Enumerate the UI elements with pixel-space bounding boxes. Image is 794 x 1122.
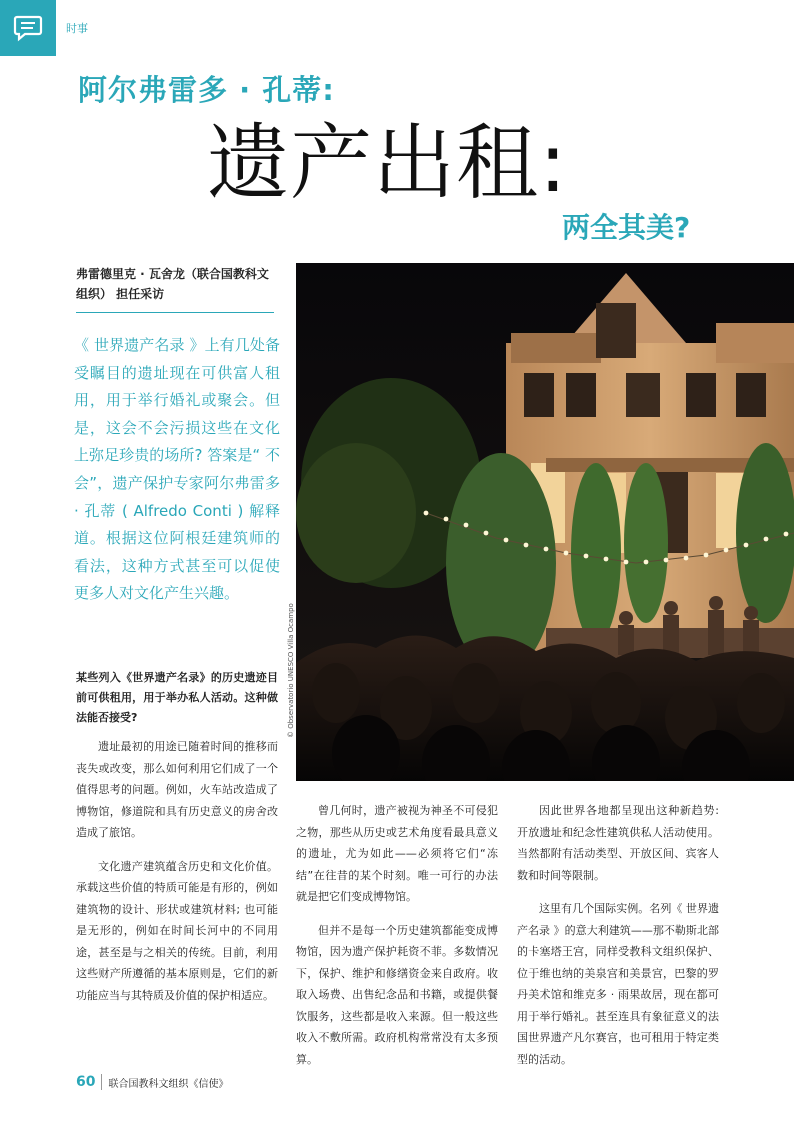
body-column-1 — [76, 668, 278, 1018]
speech-bubble-icon — [13, 14, 43, 42]
lead-paragraph: 《 世界遗产名录 》上有几处备受瞩目的遗址现在可供富人租用，用于举行婚礼或聚会。但是，这会不会污损这些在文化上弥足珍贵的场所? 答案是“ 不会”，遗产保护专家阿尔弗雷多 · 孔蒂 ( Alfredo Conti ) 解释道。根据这位阿根廷建筑师的看法，这种方式甚至可以促使更多人对文化产生兴趣。 — [74, 336, 280, 603]
body-column-2 — [296, 800, 498, 1082]
page-footer — [76, 1074, 228, 1090]
section-label: 时事 — [66, 22, 88, 35]
paragraph: 文化遗产建筑蕴含历史和文化价值。承载这些价值的特质可能是有形的，例如建筑物的设计、形状或建筑材料; 也可能是无形的，例如在时间长河中的不同用途，甚至是与之相关的传统。目前，利用这些财产所遵循的基本原则是，它们的新功能应当与其特质及价值的保护相适应。 — [76, 859, 278, 1002]
photo-credit: © Observatorio UNESCO Villa Ocampo — [287, 603, 295, 738]
paragraph: 曾几何时，遗产被视为神圣不可侵犯之物，那些从历史或艺术角度看最具意义的遗址，尤为如此——必须将它们“冻结”在往昔的某个时刻。唯一可行的办法就是把它们变成博物馆。 — [296, 804, 498, 903]
page-number: 60 — [76, 1074, 96, 1090]
article-photo — [296, 263, 794, 781]
publication-name: 联合国教科文组织《信使》 — [108, 1078, 229, 1090]
body-column-3 — [517, 800, 719, 1082]
section-tag — [0, 0, 56, 56]
paragraph: 这里有几个国际实例。名列《 世界遗产名录 》的意大利建筑——那不勒斯北部的卡塞塔王宫，同样受教科文组织保护、位于维也纳的美泉宫和美景宫，巴黎的罗丹美术馆和维克多 · 雨果故居，现在都可用于举行婚礼。甚至连具有象征意义的法国世界遗产凡尔赛宫，也可租用于特定类型的活动。 — [517, 902, 719, 1066]
interview-question: 某些列入《世界遗产名录》的历史遗迹目前可供租用，用于举办私人活动。这种做法能否接受? — [76, 671, 278, 724]
byline: 弗雷德里克 · 瓦舍龙（联合国教科文组织） 担任采访 — [76, 264, 274, 313]
paragraph: 因此世界各地都呈现出这种新趋势: 开放遗址和纪念性建筑供私人活动使用。当然都附有活动类型、开放区间、宾客人数和时间等限制。 — [517, 804, 719, 882]
footer-divider — [101, 1074, 102, 1090]
page-title: 遗产出租: — [207, 116, 568, 211]
title-kicker: 阿尔弗雷多 · 孔蒂: — [78, 73, 335, 107]
paragraph: 遗址最初的用途已随着时间的推移而丧失或改变，那么如何利用它们成了一个值得思考的问题。例如，火车站改造成了博物馆，修道院和具有历史意义的房舍改造成了旅馆。 — [76, 740, 278, 839]
paragraph: 但并不是每一个历史建筑都能变成博物馆，因为遗产保护耗资不菲。多数情况下，保护、维护和修缮资金来自政府。收取入场费、出售纪念品和书籍，或提供餐饮服务，这些都是收入来源。但一般这些收入不敷所需。政府机构常常没有太多预算。 — [296, 923, 498, 1066]
title-subtitle: 两全其美? — [562, 211, 691, 244]
